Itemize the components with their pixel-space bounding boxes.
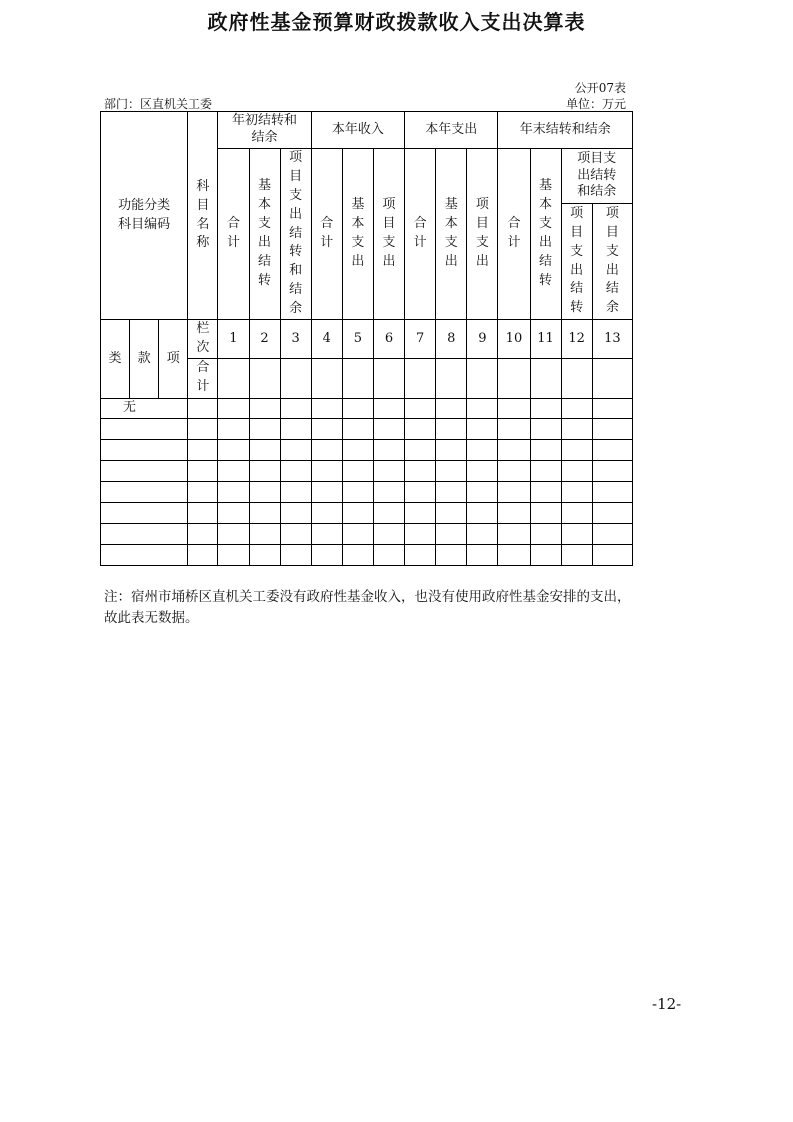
col-number: 12 <box>561 320 592 359</box>
begin-balance-group-label: 年初结转和结余 <box>232 113 298 145</box>
end-basic-carry-header: 基本支出结转 <box>530 149 561 320</box>
table-row <box>101 398 633 418</box>
col-number: 1 <box>218 320 249 359</box>
expense-group: 本年支出 <box>405 112 498 149</box>
func-code-header <box>101 112 188 320</box>
department-label: 部门：区直机关工委 <box>104 97 213 111</box>
table-cell <box>249 358 280 398</box>
end-project-balance-header: 项目支出结余 <box>592 204 632 320</box>
table-cell <box>467 358 498 398</box>
col-number: 2 <box>249 320 280 359</box>
begin-project-carry-header: 项目支出结转和结余 <box>280 149 311 320</box>
col-number: 9 <box>467 320 498 359</box>
table-cell <box>530 358 561 398</box>
col-number: 6 <box>373 320 404 359</box>
table-row <box>101 418 633 439</box>
row-lanci-label: 栏次 <box>188 320 218 359</box>
fund-table <box>100 111 633 566</box>
income-total-header: 合计 <box>311 149 342 320</box>
footnote: 注：宿州市埇桥区直机关工委没有政府性基金收入，也没有使用政府性基金安排的支出，故此表无数据。 <box>104 589 631 626</box>
table-row <box>101 439 633 460</box>
col-number: 5 <box>342 320 373 359</box>
end-balance-group: 年末结转和结余 <box>498 112 633 149</box>
col-number: 4 <box>311 320 342 359</box>
end-project-group: 项目支出结转和结余 <box>561 149 632 204</box>
row-heji-label: 合计 <box>188 358 218 398</box>
table-row <box>101 523 633 544</box>
code-lei: 类 <box>101 320 130 399</box>
table-row <box>101 544 633 565</box>
income-basic-header: 基本支出 <box>342 149 373 320</box>
col-number: 13 <box>592 320 632 359</box>
income-project-header: 项目支出 <box>373 149 404 320</box>
subject-name-header <box>188 112 218 320</box>
table-cell <box>436 358 467 398</box>
end-project-carry-header: 项目支出结转 <box>561 204 592 320</box>
table-cell <box>218 358 249 398</box>
subject-name-header-label: 科目名称 <box>196 178 210 251</box>
table-cell <box>311 358 342 398</box>
col-number: 7 <box>405 320 436 359</box>
table-cell <box>280 358 311 398</box>
func-code-header-label: 功能分类科目编码 <box>118 198 171 232</box>
table-cell <box>373 358 404 398</box>
expense-basic-header: 基本支出 <box>436 149 467 320</box>
table-cell <box>405 358 436 398</box>
begin-basic-carry-header: 基本支出结转 <box>249 149 280 320</box>
income-group: 本年收入 <box>311 112 404 149</box>
col-number: 11 <box>530 320 561 359</box>
table-row <box>101 481 633 502</box>
code-kuan: 款 <box>130 320 159 399</box>
form-number: 公开07表 <box>574 81 626 95</box>
table-cell <box>592 358 632 398</box>
table-cell <box>498 358 530 398</box>
begin-balance-group <box>218 112 311 149</box>
table-row <box>101 460 633 481</box>
expense-total-header: 合计 <box>405 149 436 320</box>
col-number: 10 <box>498 320 530 359</box>
begin-total-header: 合计 <box>218 149 249 320</box>
expense-project-header: 项目支出 <box>467 149 498 320</box>
empty-marker: 无 <box>101 398 188 418</box>
unit-label: 单位：万元 <box>565 97 626 111</box>
col-number: 8 <box>436 320 467 359</box>
table-row <box>101 502 633 523</box>
page-title: 政府性基金预算财政拨款收入支出决算表 <box>207 10 586 34</box>
col-number: 3 <box>280 320 311 359</box>
code-xiang: 项 <box>159 320 188 399</box>
table-cell <box>342 358 373 398</box>
end-total-header: 合计 <box>498 149 530 320</box>
page-number: -12- <box>652 995 682 1013</box>
table-cell <box>561 358 592 398</box>
